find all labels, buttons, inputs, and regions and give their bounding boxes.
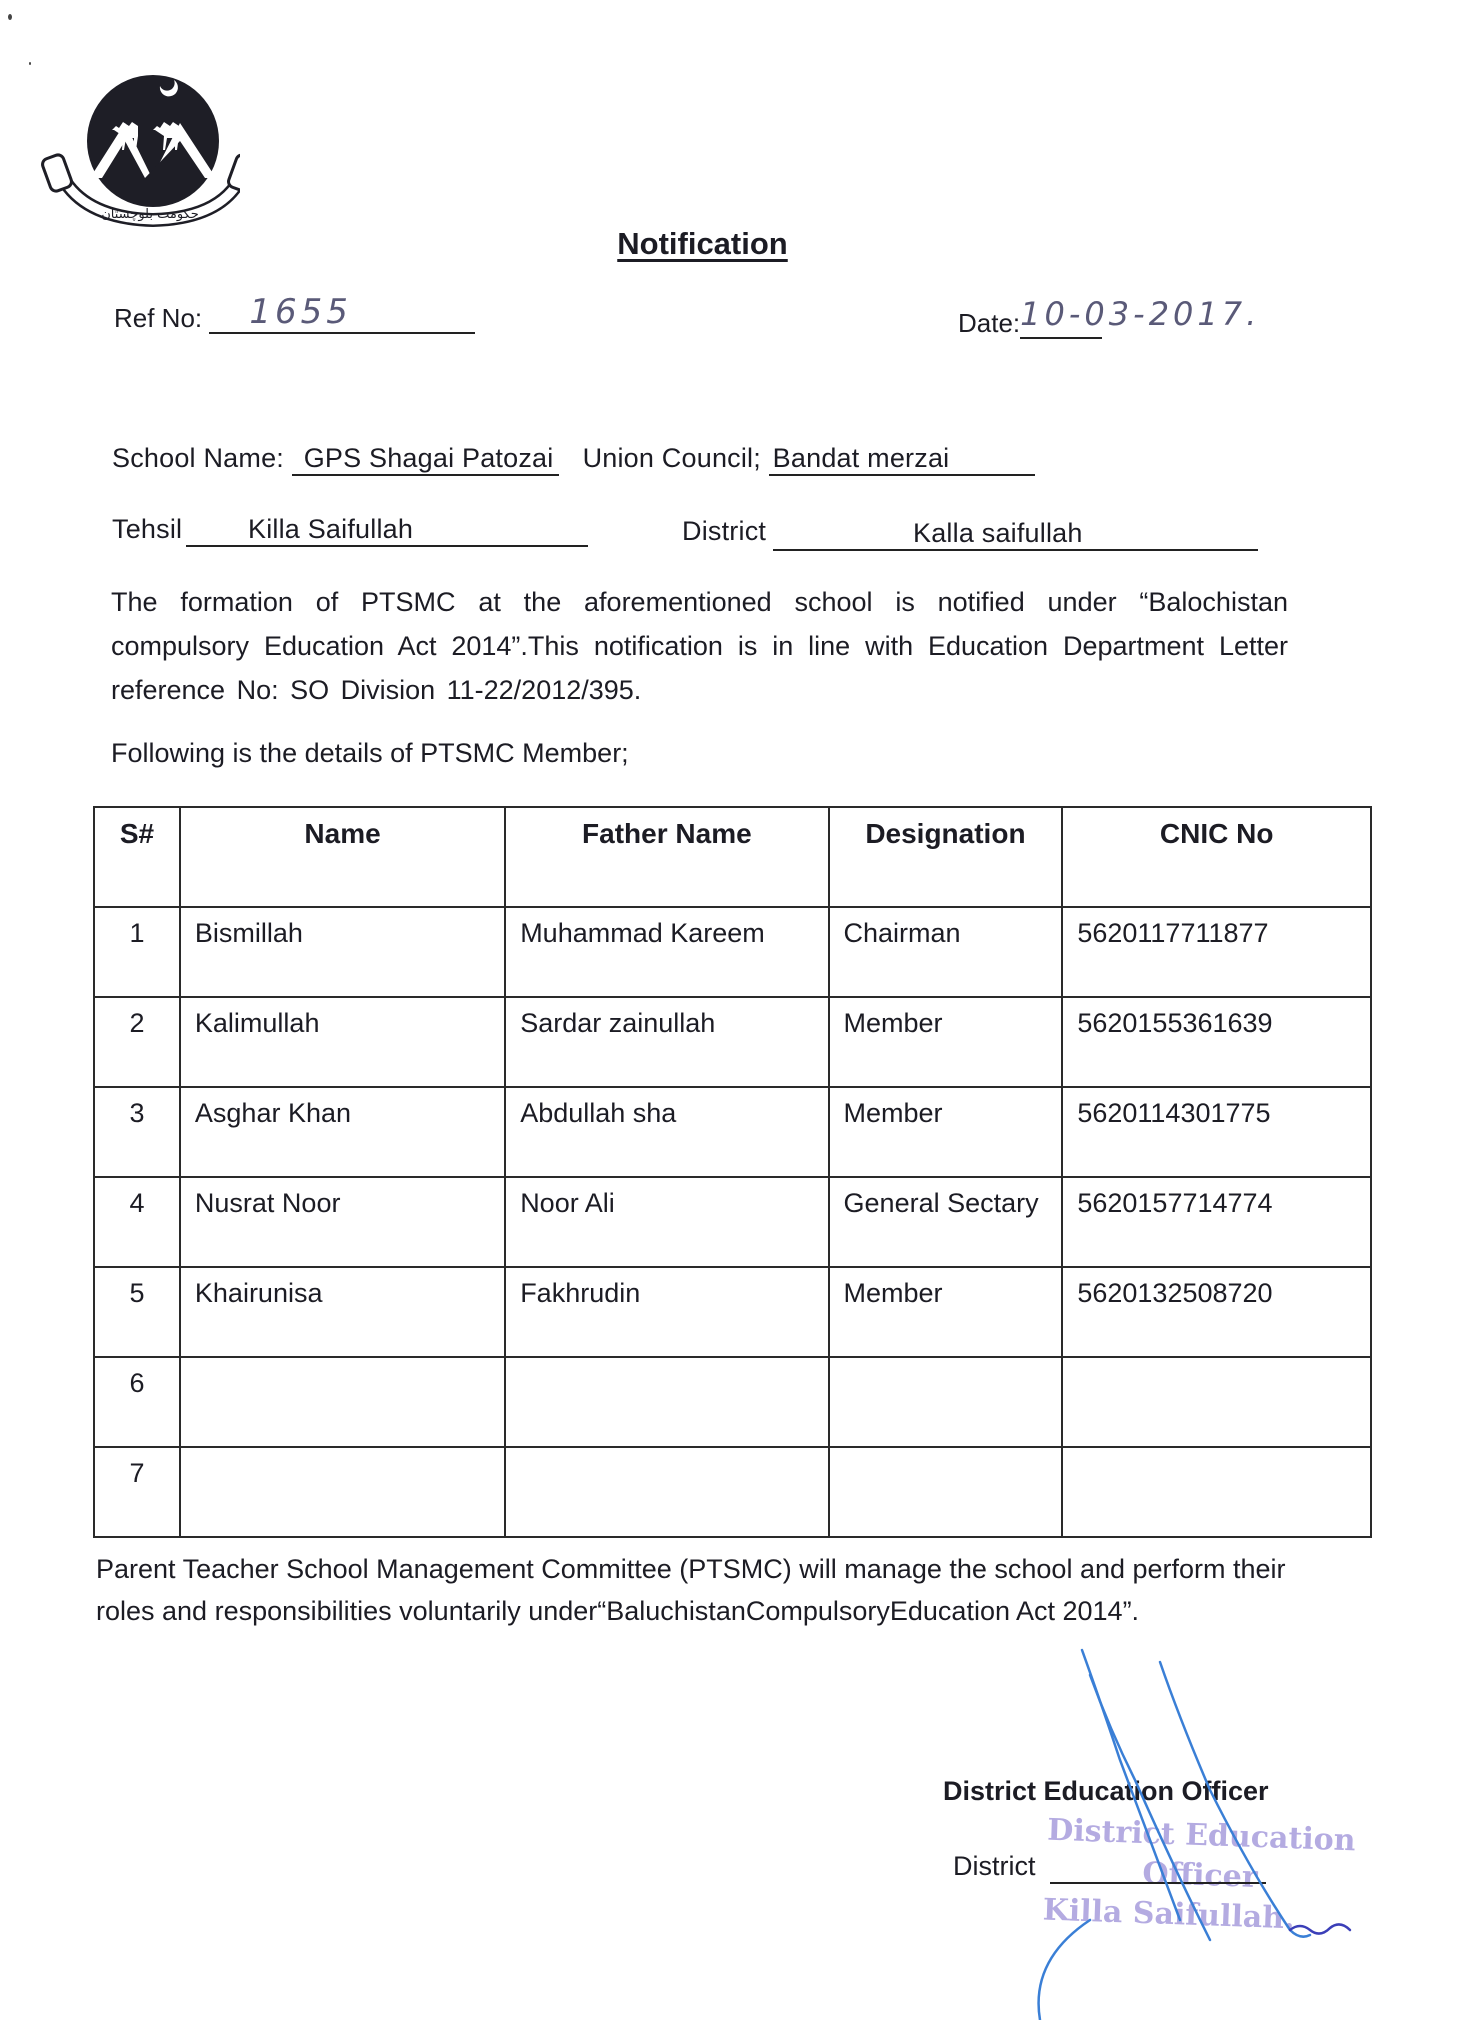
cell-designation: General Sectary [829,1177,1063,1267]
official-stamp [1008,1809,1392,1942]
stamp-line-title: District Education Officer [1046,1812,1357,1896]
officer-district-label: District [953,1851,1036,1881]
stamp-line-district: Killa Saifullah. [1042,1892,1296,1937]
cell-designation: Chairman [829,907,1063,997]
cell-name: Nusrat Noor [180,1177,505,1267]
cell-father-name: Muhammad Kareem [505,907,828,997]
closing-paragraph: Parent Teacher School Management Committee (PTSMC) will manage the school and perform their roles and responsibilities voluntarily under“BaluchistanCompulsoryEducation Act 2014”. [96,1554,1286,1626]
page-title: Notification [617,226,788,261]
ptsmc-members-table [93,806,1372,1538]
cell-serial: 3 [94,1087,180,1177]
date-value: 10-03-2017. [1020,295,1261,333]
column-header-serial: S# [94,807,180,907]
date-field [958,295,1261,339]
school-row [112,443,1035,476]
table-row [94,1177,1371,1267]
cell-cnic [1062,1357,1371,1447]
cell-serial: 4 [94,1177,180,1267]
ref-no-line [209,292,475,334]
table-row [94,1087,1371,1177]
column-header-cnic: CNIC No [1062,807,1371,907]
notification-paragraph: The formation of PTSMC at the aforementioned school is notified under “Balochistan compulsory Education Act 2014”.This notification is in line with Education Department Letter reference No: SO Division 11-22/2012/395. [111,587,1288,705]
school-name-label: School Name: [112,443,284,473]
column-header-father-name: Father Name [505,807,828,907]
ref-no-field [114,292,475,334]
government-emblem-logo [40,38,240,238]
cell-father-name: Noor Ali [505,1177,828,1267]
officer-district-line [1050,1882,1266,1884]
cell-designation [829,1447,1063,1537]
cell-name: Khairunisa [180,1267,505,1357]
cell-father-name: Abdullah sha [505,1087,828,1177]
ref-no-label: Ref No: [114,303,203,333]
cell-name: Asghar Khan [180,1087,505,1177]
district-value: Kalla saifullah [773,518,1258,551]
date-line [1020,295,1261,339]
table-header-row [94,807,1371,907]
ref-no-value: 1655 [249,292,352,332]
cell-father-name [505,1357,828,1447]
table-row [94,1267,1371,1357]
cell-name [180,1357,505,1447]
cell-serial: 5 [94,1267,180,1357]
district-label: District [682,516,767,546]
cell-father-name: Sardar zainullah [505,997,828,1087]
cell-father-name: Fakhrudin [505,1267,828,1357]
union-council-label: Union Council; [582,443,761,473]
scan-speck [8,14,12,20]
cell-designation: Member [829,997,1063,1087]
emblem-caption: حکومت بلوچستان [101,207,199,222]
union-council-value: Bandat merzai [769,443,1035,476]
cell-cnic: 5620132508720 [1062,1267,1371,1357]
column-header-designation: Designation [829,807,1063,907]
tehsil-label: Tehsil [112,514,183,544]
table-row [94,907,1371,997]
cell-name [180,1447,505,1537]
table-row [94,1357,1371,1447]
cell-cnic [1062,1447,1371,1537]
cell-serial: 6 [94,1357,180,1447]
table-row [94,1447,1371,1537]
cell-cnic: 5620155361639 [1062,997,1371,1087]
cell-name: Kalimullah [180,997,505,1087]
column-header-name: Name [180,807,505,907]
date-label: Date: [958,308,1021,338]
cell-cnic: 5620117711877 [1062,907,1371,997]
cell-name: Bismillah [180,907,505,997]
cell-serial: 1 [94,907,180,997]
cell-designation: Member [829,1087,1063,1177]
tehsil-value: Killa Saifullah [186,514,588,547]
cell-designation: Member [829,1267,1063,1357]
school-name-value: GPS Shagai Patozai [292,443,560,476]
cell-cnic: 5620114301775 [1062,1087,1371,1177]
table-row [94,997,1371,1087]
cell-serial: 7 [94,1447,180,1537]
cell-serial: 2 [94,997,180,1087]
officer-title: District Education Officer [943,1776,1269,1806]
cell-father-name [505,1447,828,1537]
cell-cnic: 5620157714774 [1062,1177,1371,1267]
scan-speck [29,62,31,65]
cell-designation [829,1357,1063,1447]
members-intro: Following is the details of PTSMC Member; [111,738,629,768]
